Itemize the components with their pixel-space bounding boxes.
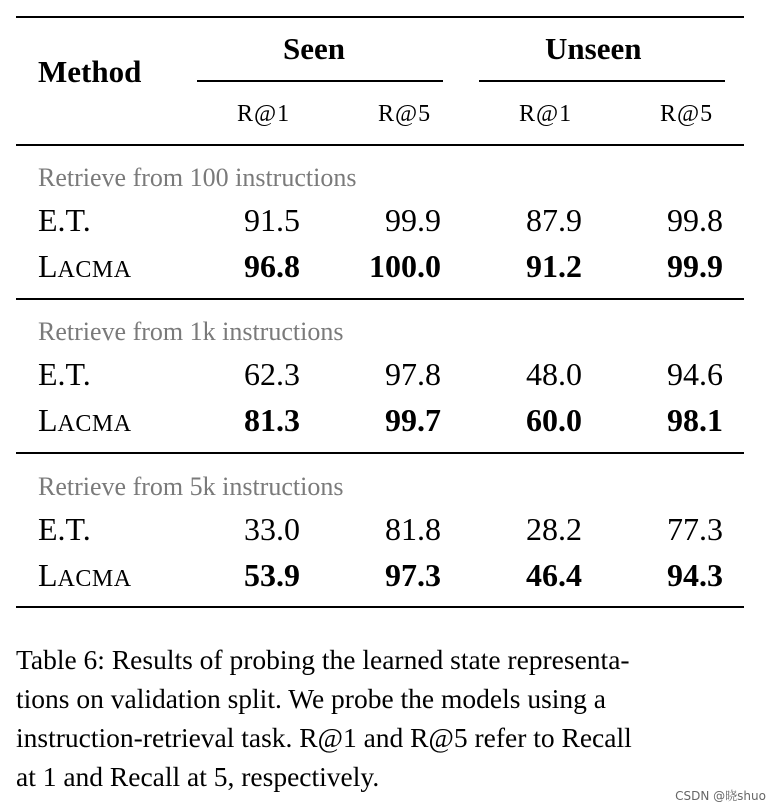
cell-seen-r5: 81.8	[385, 511, 441, 547]
method-lacma-rest: ACMA	[57, 566, 132, 592]
cell-seen-r5: 97.3	[385, 557, 441, 593]
caption-line: Table 6: Results of probing the learned state representa-	[16, 644, 630, 675]
group-label: Retrieve from 1k instructions	[38, 317, 344, 346]
header-unseen-r1: R@1	[519, 101, 573, 127]
watermark: CSDN @晓shuo	[675, 789, 766, 803]
unseen-cmidrule	[479, 80, 725, 82]
method-lacma	[38, 559, 132, 591]
cell-unseen-r1: 46.4	[526, 557, 582, 593]
header-seen-r1: R@1	[237, 101, 291, 127]
method-et: E.T.	[38, 356, 91, 392]
header-method: Method	[38, 54, 142, 89]
cell-unseen-r5: 77.3	[667, 511, 723, 547]
header-rule	[16, 144, 744, 146]
cell-seen-r1: 33.0	[244, 511, 300, 547]
table-caption	[16, 640, 744, 796]
method-lacma	[38, 404, 132, 436]
cell-unseen-r1: 87.9	[526, 202, 582, 238]
cell-seen-r5: 99.7	[385, 402, 441, 438]
table-bottom-rule	[16, 606, 744, 608]
method-lacma-rest: ACMA	[57, 257, 132, 283]
method-et: E.T.	[38, 202, 91, 238]
cell-unseen-r5: 94.6	[667, 356, 723, 392]
cell-unseen-r1: 48.0	[526, 356, 582, 392]
seen-cmidrule	[197, 80, 443, 82]
cell-seen-r5: 100.0	[369, 248, 441, 284]
method-lacma-rest: ACMA	[57, 411, 132, 437]
group-label: Retrieve from 5k instructions	[38, 472, 344, 501]
group-label: Retrieve from 100 instructions	[38, 163, 357, 192]
cell-unseen-r5: 94.3	[667, 557, 723, 593]
cell-unseen-r1: 60.0	[526, 402, 582, 438]
cell-unseen-r5: 99.8	[667, 202, 723, 238]
cell-seen-r1: 62.3	[244, 356, 300, 392]
method-lacma	[38, 250, 132, 282]
cell-unseen-r5: 98.1	[667, 402, 723, 438]
header-unseen: Unseen	[545, 31, 642, 66]
table-top-rule	[16, 16, 744, 18]
cell-seen-r1: 91.5	[244, 202, 300, 238]
method-lacma-initial: L	[38, 248, 58, 284]
cell-unseen-r5: 99.9	[667, 248, 723, 284]
cell-seen-r1: 81.3	[244, 402, 300, 438]
method-et: E.T.	[38, 511, 91, 547]
group-rule	[16, 298, 744, 300]
cell-unseen-r1: 28.2	[526, 511, 582, 547]
header-seen-r5: R@5	[378, 101, 432, 127]
header-seen: Seen	[283, 31, 345, 66]
header-unseen-r5: R@5	[660, 101, 714, 127]
cell-seen-r5: 99.9	[385, 202, 441, 238]
group-rule	[16, 452, 744, 454]
method-lacma-initial: L	[38, 402, 58, 438]
cell-seen-r1: 53.9	[244, 557, 300, 593]
caption-line: at 1 and Recall at 5, respectively.	[16, 761, 380, 792]
cell-unseen-r1: 91.2	[526, 248, 582, 284]
caption-line: tions on validation split. We probe the models using a	[16, 683, 606, 714]
cell-seen-r5: 97.8	[385, 356, 441, 392]
cell-seen-r1: 96.8	[244, 248, 300, 284]
caption-line: instruction-retrieval task. R@1 and R@5 refer to Recall	[16, 722, 632, 753]
method-lacma-initial: L	[38, 557, 58, 593]
